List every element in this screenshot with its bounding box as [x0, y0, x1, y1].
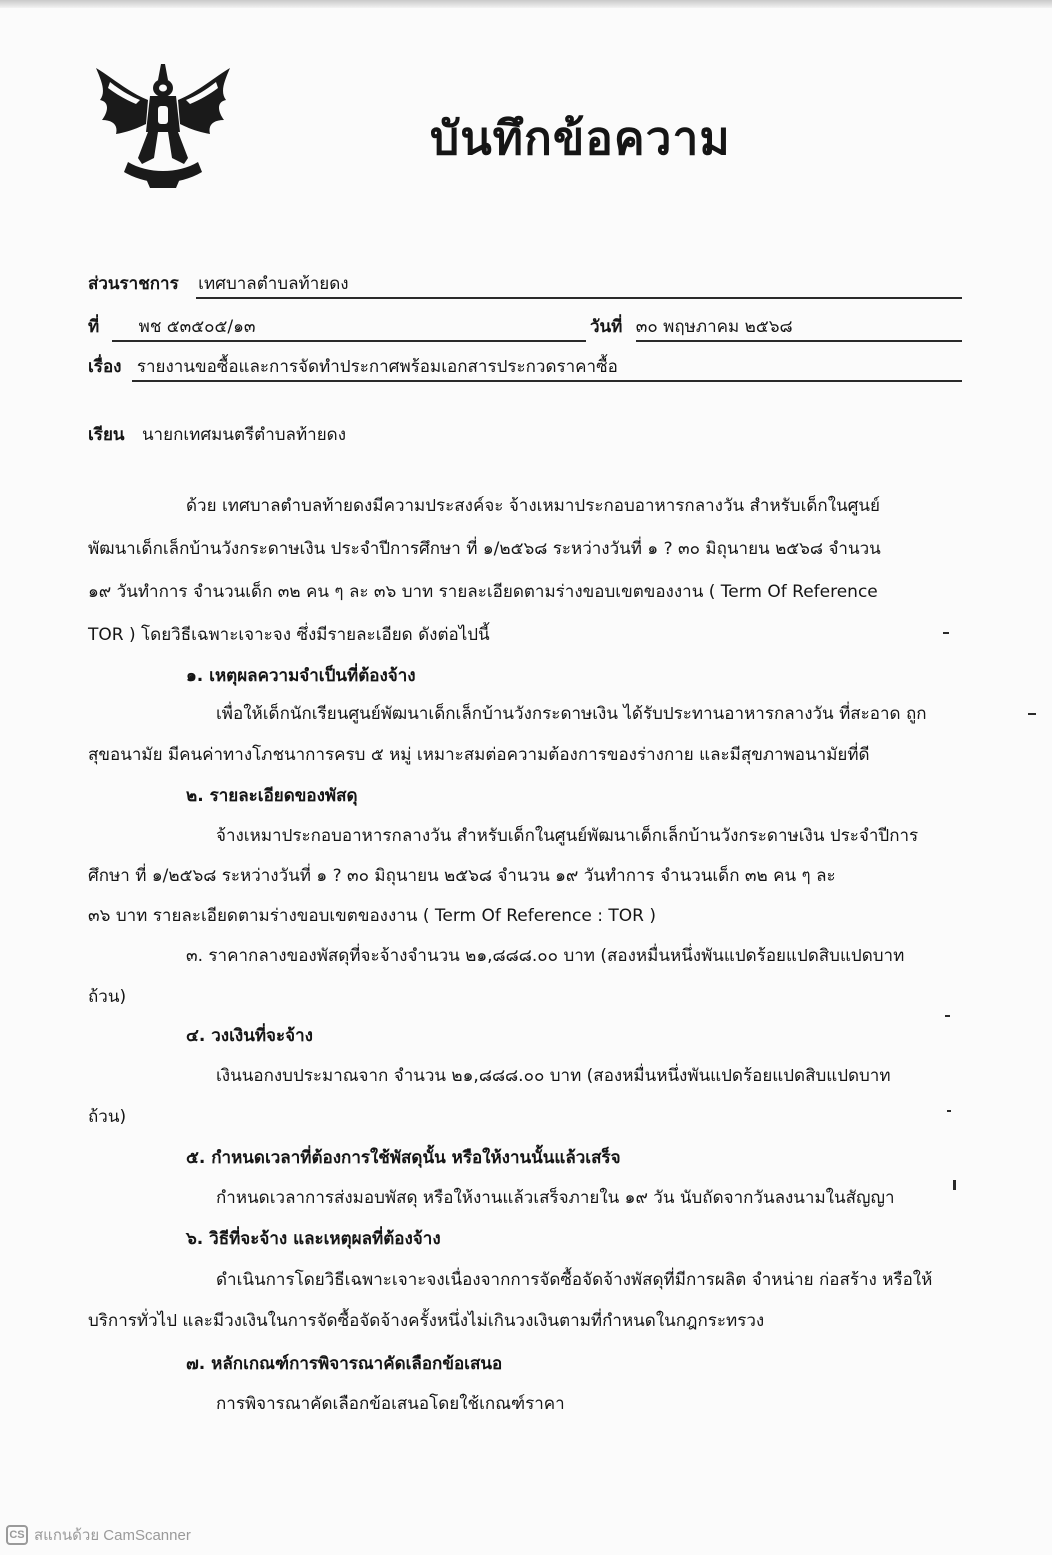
- intro-line-2: พัฒนาเด็กเล็กบ้านวังกระดาษเงิน ประจำปีการศึกษา ที่ ๑/๒๕๖๘ ระหว่างวันที่ ๑ ? ๓๐ มิถุนายน ๒๕๖๘ จำนวน: [88, 539, 881, 559]
- scan-speck: [953, 1180, 956, 1190]
- scan-speck: [947, 1110, 951, 1112]
- date-label: วันที่: [590, 317, 623, 337]
- section-4-line-2: ถ้วน): [88, 1107, 127, 1127]
- date-value: ๓๐ พฤษภาคม ๒๕๖๘: [635, 317, 793, 337]
- section-1-line-1: เพื่อให้เด็กนักเรียนศูนย์พัฒนาเด็กเล็กบ้านวังกระดาษเงิน ได้รับประทานอาหารกลางวัน ที่สะอาด ถูก: [216, 704, 927, 724]
- section-6-heading: ๖. วิธีที่จะจ้าง และเหตุผลที่ต้องจ้าง: [186, 1229, 441, 1249]
- section-2-heading: ๒. รายละเอียดของพัสดุ: [186, 786, 358, 806]
- subject-value: รายงานขอซื้อและการจัดทำประกาศพร้อมเอกสารประกวดราคาซื้อ: [136, 357, 618, 377]
- section-1-line-2: สุขอนามัย มีคนค่าทางโภชนาการครบ ๕ หมู่ เหมาะสมต่อความต้องการของร่างกาย และมีสุขภาพอนามัยที่ดี: [88, 745, 870, 765]
- camscanner-watermark: [6, 1524, 191, 1546]
- section-3-line-1: ๓. ราคากลางของพัสดุที่จะจ้างจำนวน ๒๑,๘๘๘.๐๐ บาท (สองหมื่นหนึ่งพันแปดร้อยแปดสิบแปดบาท: [186, 946, 905, 966]
- salutation-label: เรียน: [88, 425, 125, 445]
- scan-speck: [943, 632, 949, 634]
- subject-row: [88, 353, 618, 380]
- date-row: [590, 313, 793, 340]
- camscanner-logo-icon: CS: [6, 1525, 28, 1545]
- department-row: [88, 270, 349, 297]
- section-7-heading: ๗. หลักเกณฑ์การพิจารณาคัดเลือกข้อเสนอ: [186, 1354, 503, 1374]
- date-underline: [636, 340, 962, 342]
- scan-top-edge: [0, 0, 1052, 8]
- camscanner-text: สแกนด้วย CamScanner: [34, 1527, 191, 1544]
- garuda-emblem-icon: [88, 62, 238, 190]
- section-5-line-1: กำหนดเวลาการส่งมอบพัสดุ หรือให้งานแล้วเสร็จภายใน ๑๙ วัน นับถัดจากวันลงนามในสัญญา: [216, 1188, 895, 1208]
- salutation-value: นายกเทศมนตรีตำบลท้ายดง: [141, 425, 347, 445]
- scan-speck: [945, 1015, 950, 1017]
- section-5-heading: ๕. กำหนดเวลาที่ต้องการใช้พัสดุนั้น หรือให้งานนั้นแล้วเสร็จ: [186, 1148, 621, 1168]
- intro-line-4: TOR ) โดยวิธีเฉพาะเจาะจง ซึ่งมีรายละเอียด ดังต่อไปนี้: [88, 625, 490, 645]
- section-3-line-2: ถ้วน): [88, 987, 127, 1007]
- section-4-line-1: เงินนอกงบประมาณจาก จำนวน ๒๑,๘๘๘.๐๐ บาท (สองหมื่นหนึ่งพันแปดร้อยแปดสิบแปดบาท: [216, 1066, 891, 1086]
- reference-underline: [112, 340, 586, 342]
- reference-row: [88, 313, 256, 340]
- department-label: ส่วนราชการ: [88, 274, 179, 294]
- salutation-row: [88, 421, 346, 448]
- reference-label: ที่: [88, 317, 100, 337]
- intro-line-1: ด้วย เทศบาลตำบลท้ายดงมีความประสงค์จะ จ้างเหมาประกอบอาหารกลางวัน สำหรับเด็กในศูนย์: [186, 496, 881, 516]
- section-1-heading: ๑. เหตุผลความจำเป็นที่ต้องจ้าง: [186, 666, 416, 686]
- intro-line-3: ๑๙ วันทำการ จำนวนเด็ก ๓๒ คน ๆ ละ ๓๖ บาท รายละเอียดตามร่างขอบเขตของงาน ( Term Of Reference: [88, 582, 878, 602]
- section-6-line-2: บริการทั่วไป และมีวงเงินในการจัดซื้อจัดจ้างครั้งหนึ่งไม่เกินวงเงินตามที่กำหนดในกฎกระทรวง: [88, 1311, 765, 1331]
- reference-value: พช ๕๓๕๐๕/๑๓: [138, 317, 256, 337]
- subject-label: เรื่อง: [88, 357, 122, 377]
- section-2-line-3: ๓๖ บาท รายละเอียดตามร่างขอบเขตของงาน ( Term Of Reference : TOR ): [88, 906, 657, 926]
- section-6-line-1: ดำเนินการโดยวิธีเฉพาะเจาะจงเนื่องจากการจัดซื้อจัดจ้างพัสดุที่มีการผลิต จำหน่าย ก่อสร้าง หรือให้: [216, 1270, 933, 1290]
- subject-underline: [132, 380, 962, 382]
- memo-title: บันทึกข้อความ: [430, 111, 731, 165]
- section-2-line-2: ศึกษา ที่ ๑/๒๕๖๘ ระหว่างวันที่ ๑ ? ๓๐ มิถุนายน ๒๕๖๘ จำนวน ๑๙ วันทำการ จำนวนเด็ก ๓๒ คน ๆ ละ: [88, 866, 836, 886]
- department-underline: [196, 297, 962, 299]
- section-2-line-1: จ้างเหมาประกอบอาหารกลางวัน สำหรับเด็กในศูนย์พัฒนาเด็กเล็กบ้านวังกระดาษเงิน ประจำปีการ: [216, 826, 919, 846]
- scan-speck: [1028, 713, 1036, 715]
- section-4-heading: ๔. วงเงินที่จะจ้าง: [186, 1026, 313, 1046]
- section-7-line-1: การพิจารณาคัดเลือกข้อเสนอโดยใช้เกณฑ์ราคา: [216, 1394, 565, 1414]
- department-value: เทศบาลตำบลท้ายดง: [198, 274, 349, 294]
